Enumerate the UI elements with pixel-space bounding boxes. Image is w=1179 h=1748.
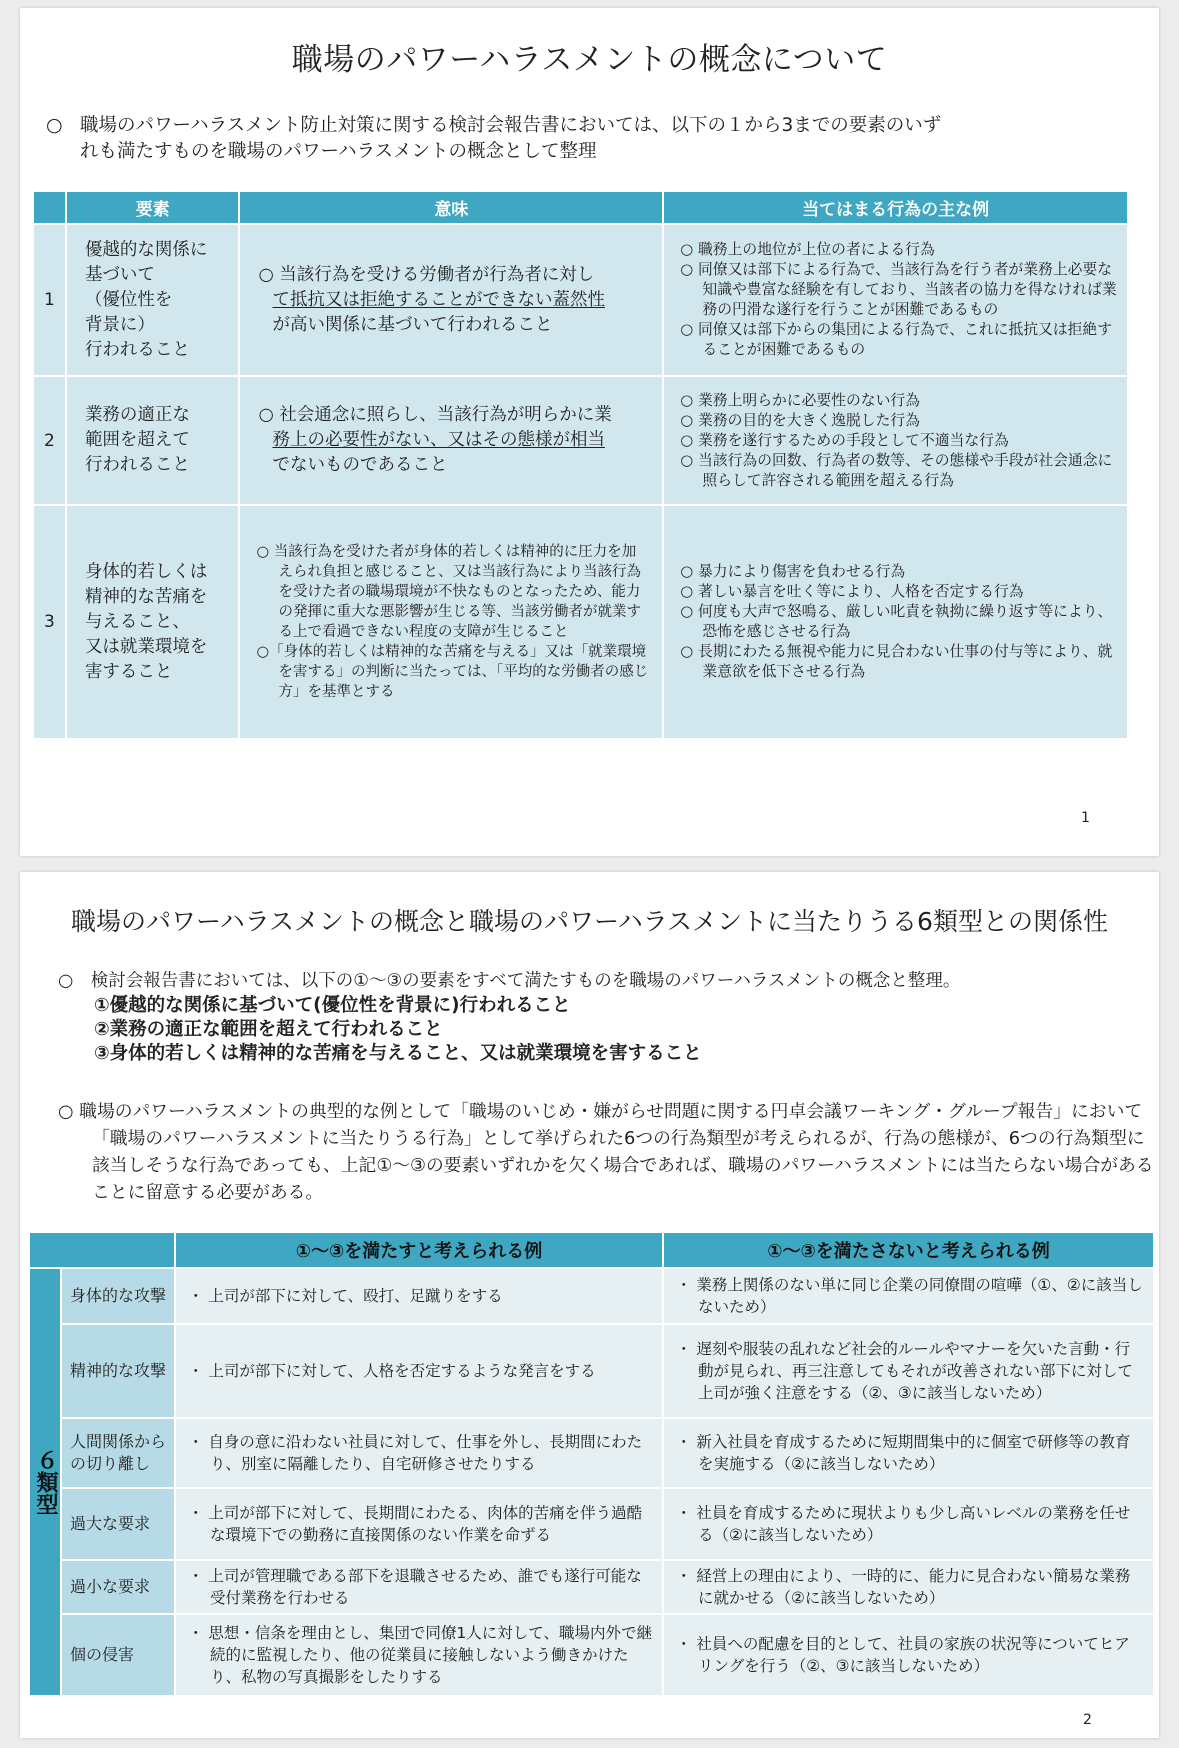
table-row [29,1614,1154,1696]
meaning-item: ○ 当該行為を受けた者が身体的若しくは精神的に圧力を加えられ負担と感じること、又は当該行為により当該行為を受けた者の職場環境が不快なものとなったため、能力の発揮に重大な悪影響が生じる等、当該労働者が就業する上で看過できない程度の支障が生じること [256,544,641,640]
element-cell [66,224,240,376]
example-item: ○ 同僚又は部下による行為で、当該行為を行う者が業務上必要な知識や豊富な経験を有しており、当該者の協力を得なければ業務の円滑な遂行を行うことが困難であるもの [680,261,1117,318]
yes-example-text: ・ 上司が部下に対して、殴打、足蹴りをする [188,1287,503,1305]
table-row [29,1560,1154,1614]
yes-example-text: ・ 上司が部下に対して、長期間にわたる、肉体的苦痛を伴う過酷な環境下での勤務に直接関係のない作業を命ずる [188,1504,643,1544]
element-cell [66,376,240,505]
yes-example [175,1418,663,1488]
element-item: ③身体的若しくは精神的な苦痛を与えること、又は就業環境を害すること [94,1043,702,1064]
table-row [33,376,1128,505]
no-example-text: ・ 新入社員を育成するために短期間集中的に個室で研修等の教育を実施する（②に該当しないため） [676,1433,1131,1473]
slide-2-title: 職場のパワーハラスメントの概念と職場のパワーハラスメントに当たりうる6類型との関係性 [71,907,1108,936]
example-item: ○ 職務上の地位が上位の者による行為 [680,241,935,258]
header-meaning: 意味 [239,191,663,224]
meaning-cell [239,505,663,739]
example-item: ○ 長期にわたる無視や能力に見合わない仕事の付与等により、就業意欲を低下させる行為 [680,643,1113,680]
meaning-cell [239,376,663,505]
examples-cell [663,505,1128,739]
header-blank [33,191,66,224]
table-row [29,1268,1154,1324]
element-line: 行われること [84,339,190,360]
element-line: （優位性を [84,289,173,310]
table-row [29,1418,1154,1488]
element-line: 業務の適正な [84,405,190,425]
row-number: 3 [33,505,66,739]
intro-line-1: 職場のパワーハラスメント防止対策に関する検討会報告書においては、以下の１から3までの要素のいず [80,115,942,136]
table-row [29,1488,1154,1560]
slide-2-intro-2 [58,1098,1156,1206]
type-label: 個の侵害 [61,1614,175,1696]
element-cell [66,505,240,739]
six-types-label [29,1268,61,1696]
slide-1-title: 職場のパワーハラスメントの概念について [291,42,888,78]
yes-example [175,1560,663,1614]
meaning-line: ○ 当該行為を受ける労働者が行為者に対し [258,264,595,285]
type-label: 過小な要求 [61,1560,175,1614]
examples-cell [663,376,1128,505]
slide-2-intro-1 [58,968,1148,1066]
slide-1 [20,8,1159,856]
intro-1-text: ○ 検討会報告書においては、以下の①～③の要素をすべて満たすものを職場のパワーハラスメントの概念と整理。 [58,971,961,991]
yes-example-text: ・ 自身の意に沿わない社員に対して、仕事を外し、長期間にわたり、別室に隔離したり、自宅研修させたりする [188,1433,643,1473]
table-row [29,1324,1154,1418]
yes-example-text: ・ 思想・信条を理由とし、集団で同僚1人に対して、職場内外で継続的に監視したり、他の従業員に接触しないよう働きかけたり、私物の写真撮影をしたりする [188,1624,652,1686]
meaning-line: 務上の必要性がない、又はその態様が相当 [272,430,605,450]
six-types-label-text: ６類型 [33,1449,58,1515]
example-item: ○ 何度も大声で怒鳴る、厳しい叱責を執拗に繰り返す等により、恐怖を感じさせる行為 [680,603,1113,640]
concept-table [32,190,1129,740]
no-example [663,1614,1154,1696]
yes-example-text: ・ 上司が部下に対して、人格を否定するような発言をする [188,1362,596,1380]
example-item: ○ 当該行為の回数、行為者の数等、その態様や手段が社会通念に照らして許容される範囲を超える行為 [680,451,1113,489]
intro-bullet: ○ [46,114,63,136]
meaning-line: でないものであること [272,455,448,475]
intro-line-2: れも満たすものを職場のパワーハラスメントの概念として整理 [80,141,597,162]
examples-cell [663,224,1128,376]
element-line: 害すること [84,661,173,682]
no-example [663,1268,1154,1324]
header-blank [29,1232,175,1268]
no-example-text: ・ 社員を育成するために現状よりも少し高いレベルの業務を任せる（②に該当しないため） [676,1504,1131,1544]
meaning-line: て抵抗又は拒絶することができない蓋然性 [272,289,605,310]
page-number: 1 [1081,810,1090,826]
yes-example [175,1268,663,1324]
type-label: 身体的な攻撃 [61,1268,175,1324]
yes-example [175,1488,663,1560]
element-item: ②業務の適正な範囲を超えて行われること [94,1019,443,1040]
no-example [663,1488,1154,1560]
no-example-text: ・ 経営上の理由により、一時的に、能力に見合わない簡易な業務に就かせる（②に該当しないため） [676,1567,1131,1607]
example-item: ○ 暴力により傷害を負わせる行為 [680,563,906,580]
header-element: 要素 [66,191,240,224]
row-number: 1 [33,224,66,376]
meaning-line: が高い関係に基づいて行われること [272,314,553,335]
header-satisfies: ①～③を満たすと考えられる例 [175,1232,663,1268]
example-item: ○ 業務の目的を大きく逸脱した行為 [680,411,920,429]
element-item: ①優越的な関係に基づいて(優位性を背景に)行われること [94,995,571,1016]
no-example-text: ・ 業務上関係のない単に同じ企業の同僚間の喧嘩（①、②に該当しないため） [676,1276,1143,1316]
header-not-satisfies: ①～③を満たさないと考えられる例 [663,1232,1154,1268]
example-item: ○ 同僚又は部下からの集団による行為で、これに抵抗又は拒絶することが困難であるもの [680,321,1113,358]
yes-example [175,1324,663,1418]
meaning-cell [239,224,663,376]
type-label: 精神的な攻撃 [61,1324,175,1418]
six-types-table [28,1231,1155,1697]
type-label: 過大な要求 [61,1488,175,1560]
type-label: 人間関係からの切り離し [61,1418,175,1488]
page-number: 2 [1083,1712,1092,1728]
element-line: 背景に） [84,314,155,335]
no-example-text: ・ 社員への配慮を目的として、社員の家族の状況等についてヒアリングを行う（②、③に該当しないため） [676,1635,1130,1675]
intro-2-text: ○ 職場のパワーハラスメントの典型的な例として「職場のいじめ・嫌がらせ問題に関する円卓会議ワーキング・グループ報告」において「職場のパワーハラスメントに当たりうる行為」として挙げられた6つの行為類型が考えられるが、行為の態様が、6つの行為類型に該当しそうな行為であっても、上記①～③の要素いずれかを欠く場合であれば、職場のパワーハラスメントには当たらない場合があることに留意する必要がある。 [58,1101,1154,1203]
header-examples: 当てはまる行為の主な例 [663,191,1128,224]
table-row [33,224,1128,376]
yes-example [175,1614,663,1696]
example-item: ○ 著しい暴言を吐く等により、人格を否定する行為 [680,583,1024,600]
no-example [663,1418,1154,1488]
slide-1-intro [46,112,1146,165]
element-line: 身体的若しくは [84,561,208,582]
no-example [663,1324,1154,1418]
no-example-text: ・ 遅刻や服装の乱れなど社会的ルールやマナーを欠いた言動・行動が見られ、再三注意してもそれが改善されない部下に対して上司が強く注意をする（②、③に該当しないため） [676,1340,1133,1402]
element-line: 優越的な関係に [84,239,208,260]
example-item: ○ 業務上明らかに必要性のない行為 [680,391,920,409]
yes-example-text: ・ 上司が管理職である部下を退職させるため、誰でも遂行可能な受付業務を行わせる [188,1567,642,1607]
no-example [663,1560,1154,1614]
row-number: 2 [33,376,66,505]
element-line: 行われること [84,455,190,475]
element-line: 範囲を超えて [84,430,190,450]
table-row [33,505,1128,739]
element-line: 精神的な苦痛を [84,586,208,607]
example-item: ○ 業務を遂行するための手段として不適当な行為 [680,431,1009,449]
meaning-line: ○ 社会通念に照らし、当該行為が明らかに業 [258,405,612,425]
element-line: 基づいて [84,264,155,285]
slide-2 [20,872,1159,1738]
meaning-item: ○「身体的若しくは精神的な苦痛を与える」又は「就業環境を害する」の判断に当たっては、「平均的な労働者の感じ方」を基準とする [256,644,649,700]
element-line: 又は就業環境を [84,636,208,657]
element-line: 与えること、 [84,611,190,632]
